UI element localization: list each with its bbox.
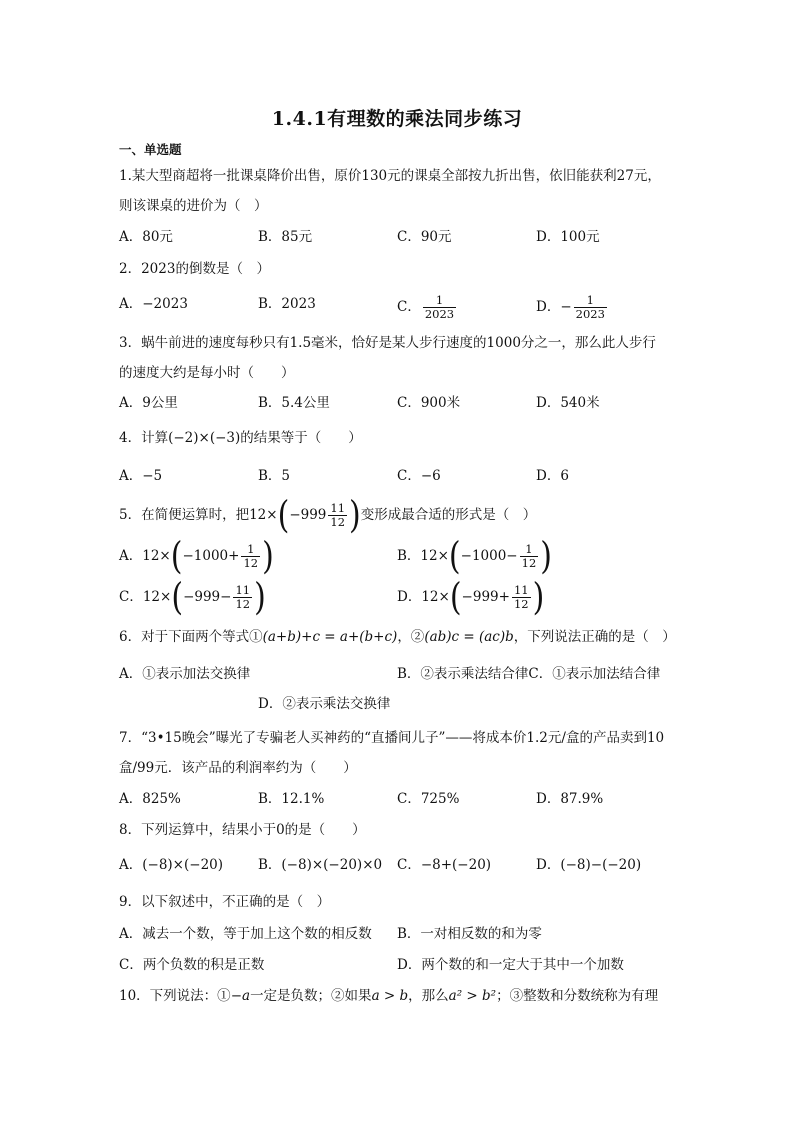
q3-option-c: C．900米	[397, 395, 461, 411]
q10-stem: 10．下列说法：①−a一定是负数；②如果a > b，那么a² > b²；③整数和分数统称为有理	[119, 988, 659, 1004]
q2-option-d-label: D．−	[536, 299, 572, 315]
q10-neg-a: −a	[230, 988, 251, 1004]
q5-option-b: B．12×(−1000− $\frac{1}{12}$ )	[397, 534, 552, 578]
q4-option-d: D．6	[536, 468, 569, 484]
q3-option-b: B．5.4公里	[258, 395, 330, 411]
q8-option-d: D．(−8)−(−20)	[536, 857, 642, 873]
q7-option-d: D．87.9%	[536, 791, 604, 807]
q2-option-c-fraction: $\frac{1}{2023}$	[424, 293, 455, 321]
q4-expression: (−2)×(−3)	[168, 430, 241, 446]
q3-stem-line2: 的速度大约是每小时（ ）	[119, 365, 295, 381]
q2-stem: 2．2023的倒数是（ ）	[119, 261, 270, 277]
q9-option-a: A．减去一个数，等于加上这个数的相反数	[119, 926, 372, 942]
q4-option-a: A．−5	[119, 468, 163, 484]
q1-stem-line1: 1.某大型商超将一批课桌降价出售，原价130元的课桌全部按九折出售，依旧能获利27元，	[119, 168, 661, 184]
q1-option-c: C．90元	[397, 229, 452, 245]
q7-stem-line2: 盒/99元．该产品的利润率约为（ ）	[119, 760, 357, 776]
q1-option-a: A．80元	[119, 229, 173, 245]
q5-option-d: D．12×(−999+ $\frac{11}{12}$ )	[397, 575, 545, 619]
q8-option-c: C．−8+(−20)	[397, 857, 492, 873]
q2-option-c-label: C．	[397, 299, 421, 315]
section-heading: 一、单选题	[119, 142, 182, 157]
q9-option-b: B．一对相反数的和为零	[397, 926, 542, 942]
q1-option-d: D．100元	[536, 229, 600, 245]
q4-stem	[119, 428, 362, 448]
q5-fraction: $\frac{11}{12}$	[330, 501, 346, 529]
q2-option-d-fraction: $\frac{1}{2023}$	[575, 293, 605, 321]
q6-equation-2: (ab)c = (ac)b	[424, 629, 514, 645]
q2-option-a: A．−2023	[119, 296, 188, 312]
q7-option-c: C．725%	[397, 791, 460, 807]
q10-condition: a > b	[371, 988, 409, 1004]
q1-stem-line2: 则该课桌的进价为（ ）	[119, 198, 268, 214]
q6-equation-1: (a+b)+c = a+(b+c)	[262, 629, 398, 645]
q10-square-inequality: a² > b²	[448, 988, 497, 1004]
q2-option-c	[397, 294, 458, 321]
q5-expr-b: −999	[289, 507, 327, 523]
q6-option-a: A．①表示加法交换律	[119, 666, 251, 682]
q9-option-c: C．两个负数的积是正数	[119, 957, 265, 973]
q7-option-a: A．825%	[119, 791, 181, 807]
q3-stem-line1: 3．蜗牛前进的速度每秒只有1.5毫米，恰好是某人步行速度的1000分之一，那么此人步行	[119, 335, 656, 351]
q6-stem: 6．对于下面两个等式①(a+b)+c = a+(b+c)，②(ab)c = (ac)b，下列说法正确的是（ ）	[119, 629, 676, 645]
q2-option-d	[536, 294, 609, 321]
q6-option-d: D．②表示乘法交换律	[258, 696, 391, 712]
q4-stem-post: 的结果等于（ ）	[240, 430, 362, 446]
q7-option-b: B．12.1%	[258, 791, 325, 807]
q8-stem: 8．下列运算中，结果小于0的是（ ）	[119, 822, 366, 838]
q9-option-d: D．两个数的和一定大于其中一个加数	[397, 957, 624, 973]
q5-option-a: A．12×(−1000+ $\frac{1}{12}$ )	[119, 534, 274, 578]
q7-stem-line1: 7．“3•15晚会”曝光了专骗老人买神药的“直播间儿子”——将成本价1.2元/盒的产品卖到10	[119, 730, 665, 746]
q5-option-c: C．12×(−999− $\frac{11}{12}$ )	[119, 575, 266, 619]
q5-stem	[119, 493, 537, 537]
q4-option-c: C．−6	[397, 468, 441, 484]
q3-option-a: A．9公里	[119, 395, 178, 411]
page-title: 1.4.1有理数的乘法同步练习	[271, 108, 523, 130]
q5-stem-pre: 5．在简便运算时，把	[119, 507, 250, 523]
right-paren: )	[349, 493, 361, 537]
q9-stem: 9．以下叙述中，不正确的是（ ）	[119, 894, 331, 910]
q6-option-bc: B．②表示乘法结合律C．①表示加法结合律	[397, 666, 661, 682]
q4-stem-pre: 4．计算	[119, 430, 169, 446]
q4-option-b: B．5	[258, 468, 291, 484]
q2-option-b: B．2023	[258, 296, 316, 312]
q8-option-b: B．(−8)×(−20)×0	[258, 857, 383, 873]
q5-expr-a: 12×	[249, 507, 278, 523]
q3-option-d: D．540米	[536, 395, 600, 411]
q1-option-b: B．85元	[258, 229, 313, 245]
q8-option-a: A．(−8)×(−20)	[119, 857, 224, 873]
left-paren: (	[277, 493, 290, 537]
q5-stem-post: 变形成最合适的形式是（ ）	[360, 507, 537, 523]
